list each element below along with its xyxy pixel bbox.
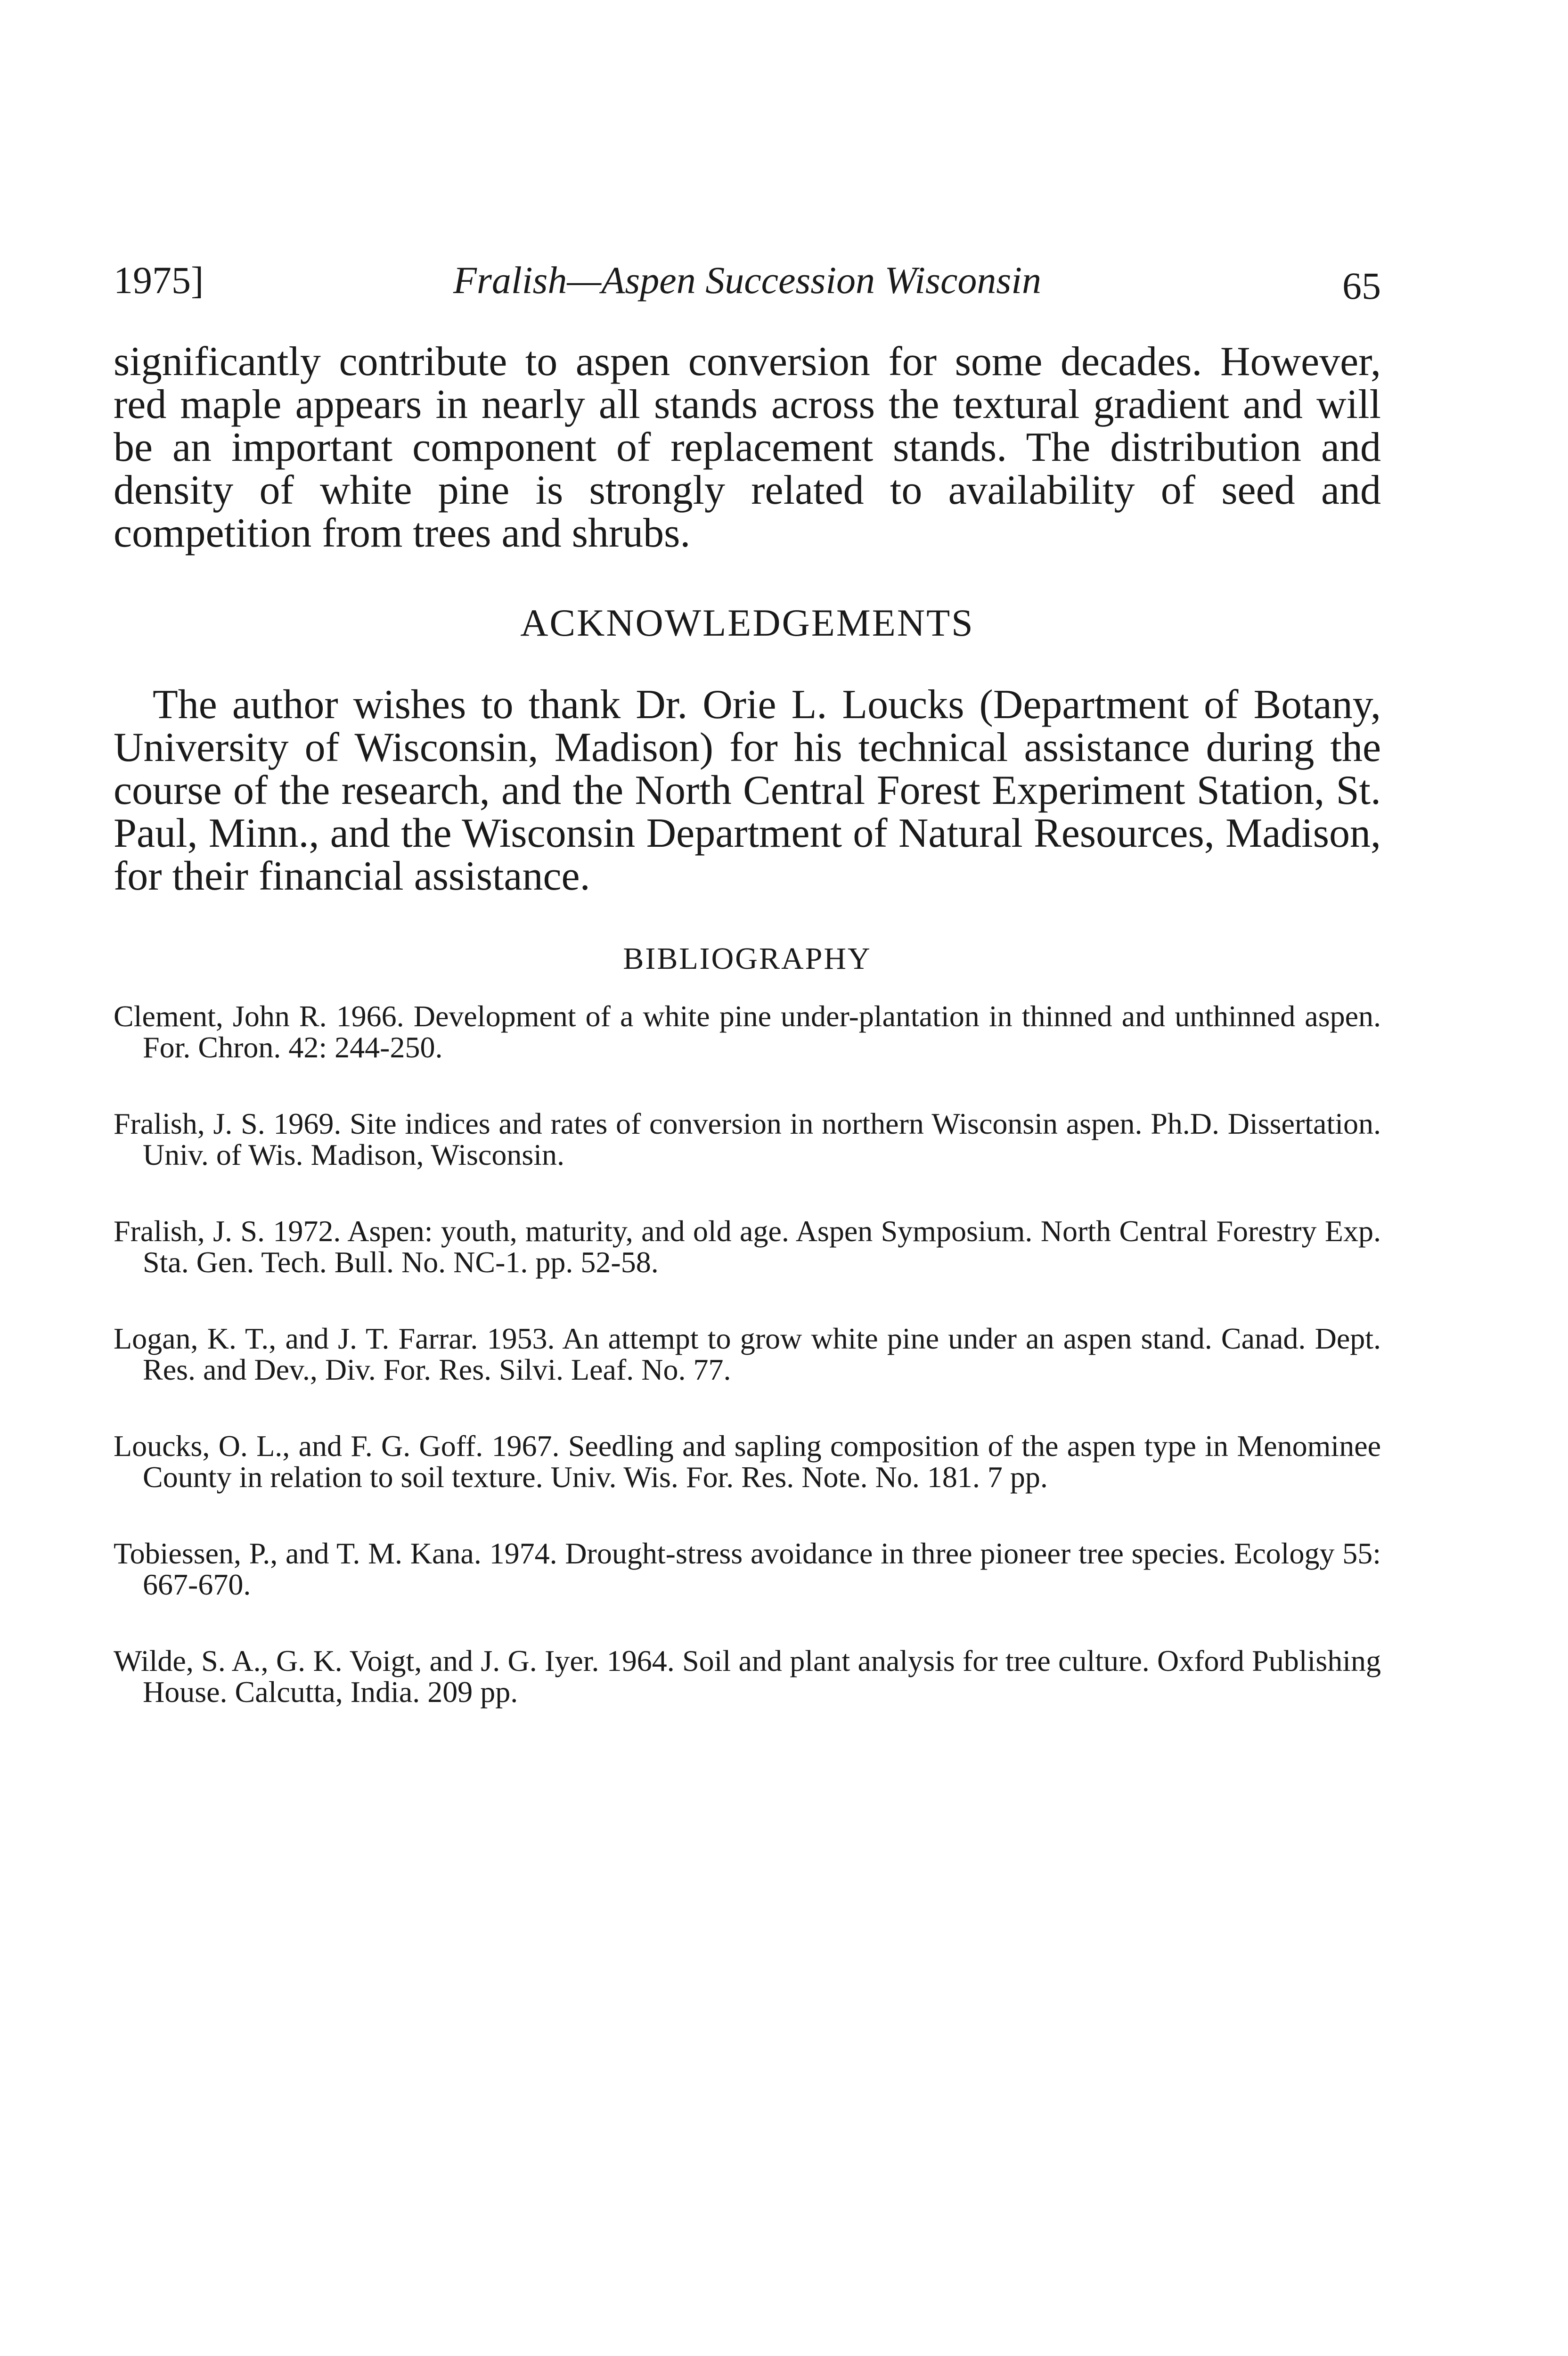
bibliography-entry: Logan, K. T., and J. T. Farrar. 1953. An attempt to grow white pine under an aspen stand. Canad. Dept. Res. and Dev., Div. For. Res. Silvi. Leaf. No. 77. — [114, 1322, 1381, 1386]
running-head — [114, 254, 1381, 306]
bibliography-entry: Tobiessen, P., and T. M. Kana. 1974. Drought-stress avoidance in three pioneer tree species. Ecology 55: 667-670. — [114, 1537, 1381, 1601]
volume-year: 1975] — [114, 259, 204, 302]
bibliography-heading: BIBLIOGRAPHY — [623, 941, 872, 976]
acknowledgements-paragraph: The author wishes to thank Dr. Orie L. Loucks (Department of Botany, University of Wisconsin, Madison) for his technical assistance during the course of the research, and the North Central Forest Experiment Station, St. Paul, Minn., and the Wisconsin Department of Natural Resources, Madison, for their financial assistance. — [114, 682, 1381, 899]
acknowledgements-heading: ACKNOWLEDGEMENTS — [520, 601, 974, 644]
bibliography-entry: Fralish, J. S. 1969. Site indices and rates of conversion in northern Wisconsin aspen. Ph.D. Dissertation. Univ. of Wis. Madison, Wisconsin. — [114, 1107, 1381, 1171]
bibliography-entry: Loucks, O. L., and F. G. Goff. 1967. Seedling and sapling composition of the aspen type in Menominee County in relation to soil texture. Univ. Wis. For. Res. Note. No. 181. 7 pp. — [114, 1429, 1381, 1494]
bibliography-entry: Fralish, J. S. 1972. Aspen: youth, maturity, and old age. Aspen Symposium. North Central Forestry Exp. Sta. Gen. Tech. Bull. No. NC-1. pp. 52-58. — [114, 1214, 1381, 1279]
running-title: Fralish—Aspen Succession Wisconsin — [453, 259, 1042, 302]
bibliography-list — [114, 1001, 1381, 1753]
bibliography-entry: Wilde, S. A., G. K. Voigt, and J. G. Iyer. 1964. Soil and plant analysis for tree culture. Oxford Publishing House. Calcutta, India. 209 pp. — [114, 1644, 1381, 1709]
bibliography-entry: Clement, John R. 1966. Development of a white pine under-plantation in thinned and unthinned aspen. For. Chron. 42: 244-250. — [114, 999, 1381, 1064]
continuation-paragraph: significantly contribute to aspen conversion for some decades. However, red maple appears in nearly all stands across the textural gradient and will be an important component of replacement stands. The distribution and density of white pine is strongly related to availability of seed and competition from trees and shrubs. — [114, 339, 1381, 556]
page-number: 65 — [1342, 264, 1381, 307]
